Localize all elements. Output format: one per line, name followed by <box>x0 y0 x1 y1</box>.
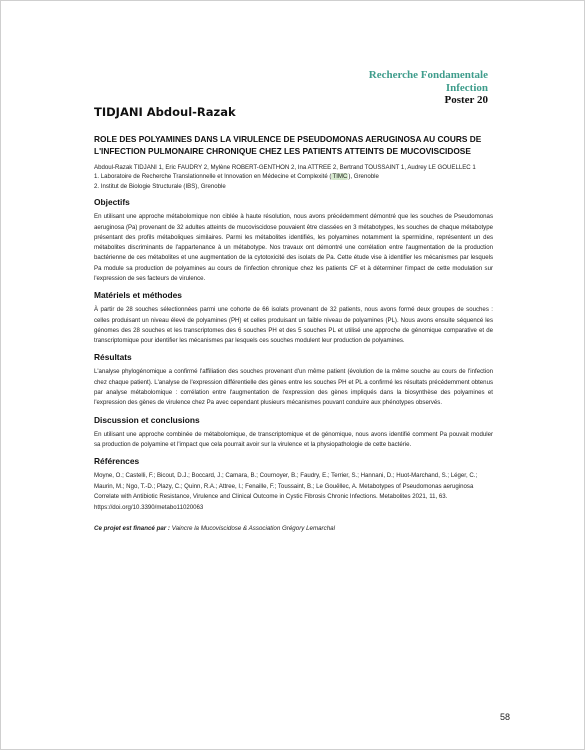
section-text-materiels: À partir de 28 souches sélectionnées parmi une cohorte de 66 isolats provenant de 32 patients, nous avons formé deux groupes de souches : celles produisant un niveau élevé de polyamines (PH) et celles produisant un faible niveau de polyamines (PL). Nous avons ensuite séquencé les génomes des 28 souches et les transcriptomes des 6 souches PH et des 5 souches PL et utilisé une approche de génomique comparative et de transcriptomique pour identifier les mécanismes par lesquels ces souches modulent leur production de polyamines. <box>94 306 493 345</box>
presenting-author: TIDJANI Abdoul-Razak <box>94 105 236 119</box>
author-list: Abdoul-Razak TIDJANI 1, Eric FAUDRY 2, Mylène ROBERT-GENTHON 2, Ina ATTREE 2, Bertrand TOUSSAINT 1, Audrey LE GOUELLEC 1 <box>94 164 476 171</box>
section-text-objectifs: En utilisant une approche métabolomique non ciblée à haute résolution, nous avons précédemment démontré que les souches de Pseudomonas aeruginosa (Pa) provenant de 32 adultes atteints de mucoviscidose pouvaient être classées en 3 métabotypes, les souches de chaque métabotype présentant des profils métaboliques similaires. Parmi les métabolites identifiés, les polyamines notamment la spermidine, représentent un des métabolites discriminants de l'appartenance à un métabotype. Nos travaux ont démontré une corrélation entre l'augmentation de la production bactérienne de ces métabolites et une augmentation de la cytotoxicité des isolats de Pa. Cette étude vise à identifier les mécanismes par lesquels Pa module sa production de polyamines au cours de l'infection chronique chez les patients CF et à déterminer l'impact de cette modulation sur l'expression de ses facteurs de virulence. <box>94 213 493 282</box>
section-heading-references: Références <box>94 456 140 467</box>
subcategory-label: Infection <box>445 82 488 94</box>
title-line-2: L'INFECTION PULMONAIRE CHRONIQUE CHEZ LES PATIENTS ATTEINTS DE MUCOVISCIDOSE <box>94 145 471 156</box>
section-heading-resultats: Résultats <box>94 352 132 363</box>
section-heading-materiels: Matériels et méthodes <box>94 290 182 301</box>
funding-label: Ce projet est financé par : <box>94 524 170 532</box>
affiliation-1-post: ), Grenoble <box>348 173 379 181</box>
affiliation-1-pre: 1. Laboratoire de Recherche Translationnelle et Innovation en Médecine et Complexité ( <box>94 173 332 181</box>
title-line-1: ROLE DES POLYAMINES DANS LA VIRULENCE DE PSEUDOMONAS AERUGINOSA AU COURS DE <box>94 134 482 144</box>
abstract-content <box>94 134 493 534</box>
affiliation-1-highlight: TIMC <box>332 173 348 181</box>
section-text-resultats: L'analyse phylogénomique a confirmé l'affiliation des souches provenant d'un même patient (évolution de la même souche au cours de l'infection chez chaque patient). L'analyse de l'expression différentielle des gènes entre les souches PH et PL a confirmé les résultats précédemment obtenus par analyse métabolomique : corrélation entre l'augmentation de l'expression des gènes impliqués dans la biosynthèse des polyamines et l'expression des gènes de virulence chez Pa avec cependant plusieurs mécanismes pouvant conduire aux phénotypes observés. <box>94 368 493 407</box>
page-number: 58 <box>499 712 510 722</box>
reference-entry: Moyne, O.; Castelli, F.; Bicout, D.J.; Boccard, J.; Camara, B.; Cournoyer, B.; Faudry, E.; Terrier, S.; Hannani, D.; Huot-Marchand, S.; Léger, C.; Maurin, M.; Ngo, T.-D.; Plazy, C.; Quinn, R.A.; Attree, I.; Fenaille, F.; Toussaint, B.; Le Gouëllec, A. Metabotypes of Pseudomonas aeruginosa Correlate with Antibiotic Resistance, Virulence and Clinical Outcome in Cystic Fibrosis Chronic Infections. Metabolites 2021, 11, 63. https://doi.org/10.3390/metabo11020063 <box>94 472 478 512</box>
affiliation-1 <box>94 172 493 181</box>
section-heading-discussion: Discussion et conclusions <box>94 414 200 425</box>
category-label: Recherche Fondamentale <box>368 69 488 81</box>
funding-note <box>94 524 493 534</box>
abstract-title <box>94 134 493 157</box>
poster-number: Poster 20 <box>444 94 488 106</box>
section-text-discussion: En utilisant une approche combinée de métabolomique, de transcriptomique et de génomique, nous avons identifié comment Pa pouvait moduler sa production de polyamine et l'impact que cela pourrait avoir sur la virulence et la physiopathologie de cette bactérie. <box>94 430 493 448</box>
affiliation-2: 2. Institut de Biologie Structurale (IBS), Grenoble <box>94 182 226 190</box>
funding-text: Vaincre la Mucoviscidose & Association Grégory Lemarchal <box>170 524 335 532</box>
section-heading-objectifs: Objectifs <box>94 197 130 208</box>
